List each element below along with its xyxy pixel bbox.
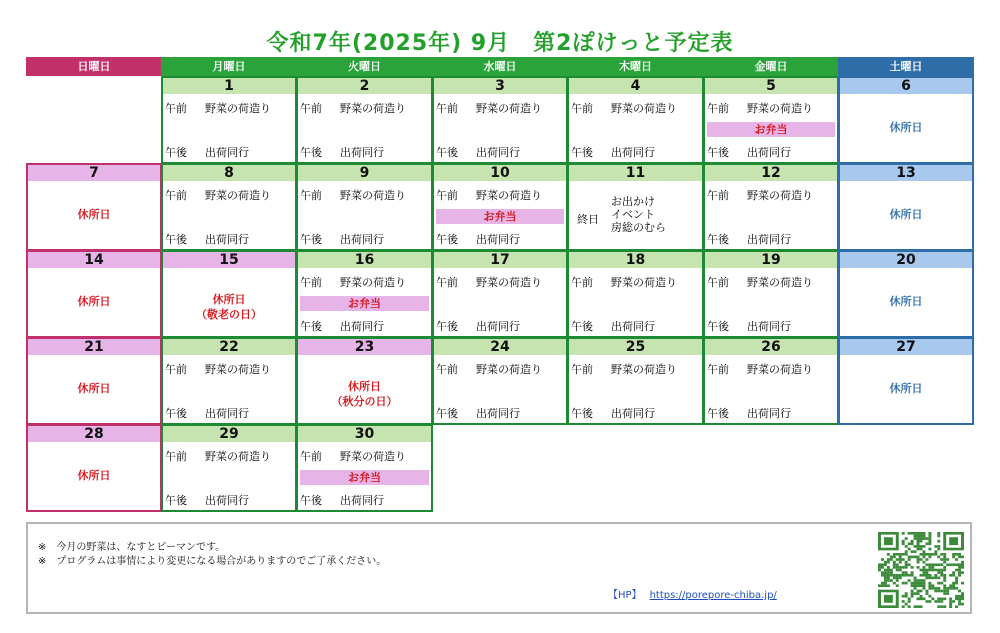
morning-label: 午前 [165, 450, 187, 463]
day-cell [26, 163, 162, 251]
day-cell [838, 337, 974, 425]
afternoon-task: 出荷同行 [611, 320, 655, 333]
afternoon-row [707, 318, 791, 334]
day-cell [567, 163, 704, 251]
weekday-header: 金曜日 [703, 57, 839, 76]
page-title: 令和7年(2025年) 9月 第2ぽけっと予定表 [266, 31, 734, 56]
day-cell [296, 250, 433, 338]
day-number: 25 [569, 339, 702, 355]
afternoon-label: 午後 [707, 146, 729, 159]
afternoon-label: 午後 [436, 233, 458, 246]
day-cell [567, 337, 704, 425]
afternoon-task: 出荷同行 [611, 407, 655, 420]
morning-label: 午前 [165, 102, 187, 115]
homepage-link[interactable] [608, 586, 777, 601]
afternoon-task: 出荷同行 [340, 320, 384, 333]
day-cell [26, 337, 162, 425]
day-cell [703, 337, 839, 425]
morning-task: 野菜の荷造り [611, 102, 677, 115]
day-number: 15 [163, 252, 295, 268]
morning-task: 野菜の荷造り [205, 102, 271, 115]
weekday-header: 月曜日 [161, 57, 297, 76]
day-cell [161, 337, 297, 425]
afternoon-task: 出荷同行 [340, 494, 384, 507]
day-cell [838, 76, 974, 164]
morning-row [707, 361, 813, 377]
afternoon-task: 出荷同行 [747, 146, 791, 159]
day-cell [161, 250, 297, 338]
afternoon-task: 出荷同行 [476, 233, 520, 246]
day-cell [296, 76, 433, 164]
afternoon-task: 出荷同行 [205, 494, 249, 507]
day-number: 3 [434, 78, 566, 94]
day-number: 21 [28, 339, 160, 355]
event-line: イベント [611, 208, 655, 221]
morning-row [300, 100, 406, 116]
morning-label: 午前 [707, 276, 729, 289]
morning-row [571, 100, 677, 116]
morning-row [436, 100, 542, 116]
closed-label: 休所日 [348, 380, 381, 393]
day-number: 18 [569, 252, 702, 268]
morning-row [707, 274, 813, 290]
closed-label: 休所日 [77, 295, 111, 308]
event-line: お出かけ [611, 195, 655, 208]
weekday-header: 水曜日 [432, 57, 568, 76]
morning-row [571, 274, 677, 290]
event-line: 房総のむら [611, 221, 666, 234]
notes-box [26, 522, 972, 614]
morning-row [300, 448, 406, 464]
day-number: 12 [705, 165, 837, 181]
day-number: 24 [434, 339, 566, 355]
day-number: 27 [840, 339, 972, 355]
day-number: 1 [163, 78, 295, 94]
day-cell [161, 424, 297, 512]
day-cell [432, 76, 568, 164]
day-cell [161, 76, 297, 164]
weekday-header: 日曜日 [26, 57, 162, 76]
day-number: 23 [298, 339, 431, 355]
afternoon-task: 出荷同行 [205, 407, 249, 420]
day-number: 29 [163, 426, 295, 442]
afternoon-row [707, 144, 791, 160]
day-number: 6 [840, 78, 972, 94]
morning-label: 午前 [165, 363, 187, 376]
morning-row [436, 187, 542, 203]
afternoon-label: 午後 [571, 320, 593, 333]
bento-badge: お弁当 [300, 296, 429, 311]
afternoon-row [165, 231, 249, 247]
homepage-label: 【HP】 [608, 590, 642, 601]
morning-label: 午前 [707, 102, 729, 115]
morning-row [707, 187, 813, 203]
morning-label: 午前 [300, 276, 322, 289]
bento-badge: お弁当 [707, 122, 835, 137]
afternoon-row [571, 318, 655, 334]
day-cell [432, 337, 568, 425]
day-number: 30 [298, 426, 431, 442]
afternoon-label: 午後 [571, 146, 593, 159]
morning-task: 野菜の荷造り [611, 276, 677, 289]
day-number: 9 [298, 165, 431, 181]
closed-label: 休所日 [77, 382, 111, 395]
day-number: 10 [434, 165, 566, 181]
day-number: 11 [569, 165, 702, 181]
event-detail [611, 195, 666, 234]
morning-task: 野菜の荷造り [611, 363, 677, 376]
day-cell [567, 250, 704, 338]
afternoon-label: 午後 [165, 146, 187, 159]
morning-label: 午前 [436, 102, 458, 115]
day-number: 7 [28, 165, 160, 181]
day-number: 8 [163, 165, 295, 181]
morning-row [165, 361, 271, 377]
day-cell [26, 424, 162, 512]
afternoon-label: 午後 [300, 233, 322, 246]
closed-label: 休所日 [77, 208, 111, 221]
afternoon-label: 午後 [165, 233, 187, 246]
day-number: 19 [705, 252, 837, 268]
closed-label: 休所日 [889, 208, 923, 221]
day-cell [838, 250, 974, 338]
morning-row [165, 187, 271, 203]
afternoon-row [707, 405, 791, 421]
morning-row [571, 361, 677, 377]
day-number: 14 [28, 252, 160, 268]
day-cell [296, 424, 433, 512]
morning-row [707, 100, 813, 116]
morning-label: 午前 [436, 276, 458, 289]
weekday-header: 木曜日 [567, 57, 704, 76]
note-program-change: ※ プログラムは事情により変更になる場合がありますのでご了承ください。 [38, 556, 387, 567]
morning-label: 午前 [571, 363, 593, 376]
morning-row [165, 100, 271, 116]
day-cell [567, 76, 704, 164]
afternoon-task: 出荷同行 [476, 320, 520, 333]
day-cell [296, 337, 433, 425]
morning-label: 午前 [571, 102, 593, 115]
afternoon-row [165, 492, 249, 508]
day-cell [26, 250, 162, 338]
afternoon-label: 午後 [436, 146, 458, 159]
afternoon-label: 午後 [707, 320, 729, 333]
afternoon-row [300, 492, 384, 508]
afternoon-row [300, 231, 384, 247]
morning-row [300, 187, 406, 203]
afternoon-row [436, 231, 520, 247]
morning-task: 野菜の荷造り [476, 363, 542, 376]
holiday-name: （敬老の日） [196, 308, 262, 321]
morning-task: 野菜の荷造り [747, 363, 813, 376]
bento-badge: お弁当 [436, 209, 564, 224]
morning-label: 午前 [165, 189, 187, 202]
closed-label: 休所日 [77, 469, 111, 482]
afternoon-task: 出荷同行 [205, 233, 249, 246]
day-number: 5 [705, 78, 837, 94]
afternoon-label: 午後 [436, 407, 458, 420]
afternoon-label: 午後 [436, 320, 458, 333]
afternoon-task: 出荷同行 [747, 320, 791, 333]
morning-task: 野菜の荷造り [476, 102, 542, 115]
afternoon-task: 出荷同行 [340, 233, 384, 246]
morning-row [165, 448, 271, 464]
day-number: 22 [163, 339, 295, 355]
bento-badge: お弁当 [300, 470, 429, 485]
homepage-url[interactable]: https://porepore-chiba.jp/ [649, 590, 777, 601]
weekday-header: 土曜日 [838, 57, 974, 76]
day-number: 16 [298, 252, 431, 268]
morning-label: 午前 [707, 189, 729, 202]
afternoon-label: 午後 [707, 407, 729, 420]
morning-task: 野菜の荷造り [340, 189, 406, 202]
closed-label: 休所日 [889, 295, 923, 308]
afternoon-row [436, 318, 520, 334]
morning-label: 午前 [300, 450, 322, 463]
morning-task: 野菜の荷造り [205, 450, 271, 463]
morning-task: 野菜の荷造り [340, 450, 406, 463]
morning-label: 午前 [436, 363, 458, 376]
morning-task: 野菜の荷造り [747, 102, 813, 115]
afternoon-row [300, 144, 384, 160]
day-cell [296, 163, 433, 251]
all-day-label: 終日 [577, 213, 599, 226]
morning-task: 野菜の荷造り [340, 276, 406, 289]
afternoon-label: 午後 [300, 320, 322, 333]
morning-label: 午前 [300, 189, 322, 202]
day-number: 20 [840, 252, 972, 268]
qr-code-icon [878, 532, 964, 608]
afternoon-task: 出荷同行 [340, 146, 384, 159]
day-cell [432, 163, 568, 251]
afternoon-label: 午後 [300, 146, 322, 159]
morning-label: 午前 [436, 189, 458, 202]
closed-label: 休所日 [889, 121, 923, 134]
afternoon-label: 午後 [707, 233, 729, 246]
afternoon-row [165, 144, 249, 160]
afternoon-label: 午後 [165, 407, 187, 420]
day-number: 26 [705, 339, 837, 355]
afternoon-row [165, 405, 249, 421]
morning-task: 野菜の荷造り [340, 102, 406, 115]
note-vegetables: ※ 今月の野菜は、なすとピーマンです。 [38, 542, 226, 553]
afternoon-task: 出荷同行 [747, 233, 791, 246]
day-cell [161, 163, 297, 251]
afternoon-task: 出荷同行 [747, 407, 791, 420]
afternoon-label: 午後 [165, 494, 187, 507]
morning-row [436, 361, 542, 377]
day-number: 4 [569, 78, 702, 94]
closed-label: 休所日 [889, 382, 923, 395]
morning-task: 野菜の荷造り [747, 189, 813, 202]
holiday-label [163, 292, 295, 322]
day-cell [703, 163, 839, 251]
afternoon-row [571, 405, 655, 421]
afternoon-label: 午後 [571, 407, 593, 420]
day-cell [838, 163, 974, 251]
day-cell [432, 250, 568, 338]
morning-row [436, 274, 542, 290]
afternoon-row [571, 144, 655, 160]
morning-task: 野菜の荷造り [476, 189, 542, 202]
morning-label: 午前 [707, 363, 729, 376]
afternoon-row [436, 144, 520, 160]
closed-label: 休所日 [212, 293, 246, 306]
day-number: 28 [28, 426, 160, 442]
afternoon-task: 出荷同行 [476, 146, 520, 159]
morning-task: 野菜の荷造り [747, 276, 813, 289]
afternoon-task: 出荷同行 [611, 146, 655, 159]
morning-task: 野菜の荷造り [205, 363, 271, 376]
holiday-name: （秋分の日） [331, 395, 398, 408]
morning-task: 野菜の荷造り [205, 189, 271, 202]
day-cell [703, 76, 839, 164]
morning-task: 野菜の荷造り [476, 276, 542, 289]
morning-label: 午前 [300, 102, 322, 115]
day-number: 17 [434, 252, 566, 268]
afternoon-row [707, 231, 791, 247]
afternoon-label: 午後 [300, 494, 322, 507]
day-cell [703, 250, 839, 338]
afternoon-task: 出荷同行 [205, 146, 249, 159]
morning-label: 午前 [571, 276, 593, 289]
day-number: 2 [298, 78, 431, 94]
day-number: 13 [840, 165, 972, 181]
afternoon-task: 出荷同行 [476, 407, 520, 420]
morning-row [300, 274, 406, 290]
afternoon-row [300, 318, 384, 334]
weekday-header: 火曜日 [296, 57, 433, 76]
holiday-label [298, 379, 431, 409]
afternoon-row [436, 405, 520, 421]
